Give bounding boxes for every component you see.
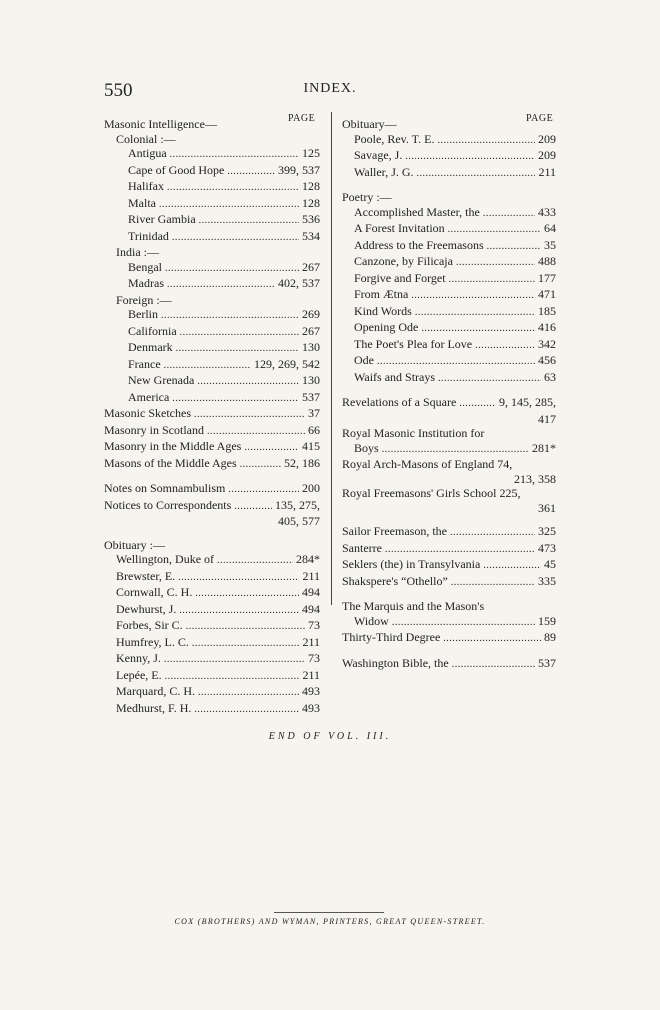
entry-title: France — [128, 356, 161, 371]
entry-spacer — [104, 529, 320, 538]
index-entry — [342, 395, 556, 412]
index-entry-continuation: 417 — [538, 411, 556, 426]
entry-title: Kind Words — [354, 303, 412, 318]
entry-title: River Gambia — [128, 212, 196, 226]
entry-title: Berlin — [128, 307, 158, 321]
index-column-left — [104, 117, 320, 717]
index-heading: Masonic Intelligence— — [104, 117, 217, 131]
index-entry — [104, 196, 320, 213]
index-entry — [104, 163, 320, 180]
column-divider — [331, 112, 332, 605]
index-entry — [104, 701, 320, 718]
entry-title: Lepée, E. — [116, 667, 162, 682]
index-entry-continuation: 361 — [538, 500, 556, 515]
leader-dots — [176, 340, 299, 357]
index-heading: India :— — [116, 245, 159, 259]
leader-dots — [487, 238, 541, 255]
leader-dots — [452, 656, 535, 673]
entry-page-ref: 185 — [538, 303, 556, 318]
leader-dots — [415, 304, 535, 321]
entry-page-ref: 66 — [308, 422, 320, 437]
entry-page-ref: 267 — [302, 323, 320, 338]
index-entry — [104, 684, 320, 701]
entry-title: Canzone, by Filicaja — [354, 254, 453, 268]
footer-rule — [274, 912, 384, 913]
entry-page-ref: 209 — [538, 131, 556, 146]
index-heading: Obituary :— — [104, 537, 165, 552]
entry-title: Cape of Good Hope — [128, 162, 225, 177]
index-entry — [104, 456, 320, 473]
leader-dots — [194, 701, 299, 718]
entry-title: Denmark — [128, 340, 173, 354]
index-entry — [342, 337, 556, 354]
leader-dots — [194, 406, 305, 423]
leader-dots — [483, 557, 541, 574]
leader-dots — [227, 163, 275, 180]
leader-dots — [207, 423, 305, 440]
index-entry — [104, 635, 320, 652]
entry-title: Dewhurst, J. — [116, 601, 177, 616]
entry-title: America — [128, 389, 170, 404]
leader-dots — [244, 439, 299, 456]
index-heading: Obituary— — [342, 117, 397, 131]
leader-dots — [170, 146, 299, 163]
entry-title: Waller, J. G. — [354, 164, 414, 179]
leader-dots — [172, 390, 299, 407]
entry-title: Masonry in Scotland — [104, 422, 204, 437]
entry-title: Masons of the Middle Ages — [104, 455, 237, 470]
leader-dots — [165, 260, 299, 277]
index-entry — [104, 481, 320, 498]
index-entry — [342, 132, 556, 149]
index-entry — [342, 541, 556, 558]
entry-page-ref: 325 — [538, 524, 556, 538]
entry-page-ref: 269 — [302, 307, 320, 321]
entry-title: Wellington, Duke of — [116, 552, 215, 566]
index-entry — [104, 498, 320, 515]
leader-dots — [377, 353, 535, 370]
entry-title: Santerre — [342, 540, 382, 555]
index-entry — [104, 618, 320, 635]
leader-dots — [197, 373, 299, 390]
entry-page-ref: 211 — [302, 634, 320, 649]
entry-title: Masonic Sketches — [104, 406, 191, 420]
entry-page-ref: 534 — [302, 228, 320, 243]
entry-spacer — [342, 515, 556, 524]
entry-title: Halifax — [128, 179, 164, 193]
entry-page-ref: 63 — [544, 369, 556, 384]
entry-page-ref: 200 — [302, 481, 320, 495]
running-head: INDEX. — [303, 81, 357, 96]
entry-title: Malta — [128, 195, 156, 210]
index-entry — [104, 439, 320, 456]
index-entry — [342, 656, 556, 673]
index-heading: Foreign :— — [116, 292, 172, 307]
index-entry — [342, 630, 556, 647]
index-entry — [104, 668, 320, 685]
entry-page-ref: 125 — [302, 146, 320, 160]
leader-dots — [392, 614, 535, 631]
entry-page-ref: 537 — [302, 389, 320, 404]
index-entry — [342, 165, 556, 182]
leader-dots — [417, 165, 536, 182]
entry-page-ref: 281* — [532, 440, 556, 455]
index-entry — [104, 340, 320, 357]
entry-title: Humfrey, L. C. — [116, 634, 189, 649]
index-entry — [342, 353, 556, 370]
entry-page-ref: 128 — [302, 179, 320, 193]
index-entry — [342, 370, 556, 387]
leader-dots — [450, 524, 535, 541]
leader-dots — [443, 630, 541, 647]
entry-spacer — [342, 386, 556, 395]
end-of-volume: END OF VOL. III. — [268, 731, 392, 742]
index-heading: Poetry :— — [342, 190, 392, 204]
entry-title: Revelations of a Square — [342, 395, 457, 409]
leader-dots — [165, 668, 300, 685]
index-entry — [342, 205, 556, 222]
leader-dots — [172, 229, 299, 246]
index-entry-continuation: 405, 577 — [278, 514, 320, 528]
entry-page-ref: 335 — [538, 573, 556, 588]
printer-imprint: COX (BROTHERS) AND WYMAN, PRINTERS, GREAT QUEEN-STREET. — [174, 917, 486, 926]
index-entry — [104, 307, 320, 324]
entry-title: A Forest Invitation — [354, 221, 445, 235]
index-entry — [104, 552, 320, 569]
entry-page-ref: 35 — [544, 237, 556, 252]
entry-title: Shakspere's “Othello” — [342, 573, 448, 588]
index-entry — [342, 287, 556, 304]
leader-dots — [161, 307, 299, 324]
entry-page-ref: 45 — [544, 557, 556, 571]
leader-dots — [421, 320, 535, 337]
entry-page-ref: 402, 537 — [278, 276, 320, 290]
index-entry — [104, 602, 320, 619]
index-entry — [104, 146, 320, 163]
entry-title: Boys — [354, 440, 379, 455]
entry-page-ref: 416 — [538, 320, 556, 334]
entry-spacer — [104, 472, 320, 481]
index-entry — [342, 271, 556, 288]
entry-title: Cornwall, C. H. — [116, 585, 193, 599]
index-entry — [342, 557, 556, 574]
entry-title: Poole, Rev. T. E. — [354, 131, 435, 146]
index-entry — [104, 276, 320, 293]
index-entry — [342, 221, 556, 238]
leader-dots — [459, 395, 496, 412]
index-entry — [104, 651, 320, 668]
entry-title: Seklers (the) in Transylvania — [342, 557, 481, 571]
entry-title: Masonry in the Middle Ages — [104, 439, 242, 453]
index-entry — [104, 357, 320, 374]
index-entry — [104, 260, 320, 277]
entry-page-ref: 488 — [538, 254, 556, 268]
entry-title: Thirty-Third Degree — [342, 630, 441, 644]
entry-title: Trinidad — [128, 228, 169, 243]
entry-page-ref: 159 — [538, 613, 556, 628]
entry-page-ref: 493 — [302, 684, 320, 698]
page-number: 550 — [104, 80, 133, 101]
leader-dots — [437, 132, 535, 149]
entry-page-ref: 284* — [296, 552, 320, 566]
entry-spacer — [342, 647, 556, 656]
index-entry — [342, 148, 556, 165]
leader-dots — [159, 196, 299, 213]
index-entry-continuation: 213, 358 — [514, 471, 556, 486]
entry-page-ref: 267 — [302, 259, 320, 274]
leader-dots — [228, 481, 299, 498]
entry-page-ref: 211 — [302, 667, 320, 682]
entry-title: Waifs and Strays — [354, 369, 436, 384]
index-entry — [104, 212, 320, 229]
entry-page-ref: 177 — [538, 270, 556, 285]
leader-dots — [178, 569, 299, 586]
entry-page-ref: 433 — [538, 204, 556, 219]
entry-page-ref: 471 — [538, 287, 556, 301]
entry-page-ref: 399, 537 — [278, 162, 320, 177]
entry-page-ref: 537 — [538, 655, 556, 670]
entry-title: Madras — [128, 276, 164, 290]
entry-page-ref: 73 — [308, 651, 320, 665]
entry-title: Marquard, C. H. — [116, 684, 195, 698]
leader-dots — [198, 684, 299, 701]
index-entry — [104, 406, 320, 423]
entry-page-ref: 129, 269, 542 — [254, 356, 320, 371]
entry-title: Ode — [354, 353, 374, 367]
entry-page-ref: 130 — [302, 373, 320, 387]
entry-title: Forgive and Forget — [354, 270, 446, 285]
leader-dots — [449, 271, 535, 288]
entry-title: Medhurst, F. H. — [116, 700, 192, 715]
index-heading: Royal Masonic Institution for — [342, 426, 485, 440]
index-entry — [104, 569, 320, 586]
entry-title: Address to the Freemasons — [354, 237, 484, 252]
entry-title: From Ætna — [354, 287, 409, 301]
entry-page-ref: 9, 145, 285, — [499, 395, 556, 409]
index-entry — [104, 229, 320, 246]
index-heading: Royal Freemasons' Girls School 225, — [342, 486, 521, 500]
entry-title: Forbes, Sir C. — [116, 618, 183, 632]
entry-page-ref: 73 — [308, 618, 320, 632]
index-entry — [342, 441, 556, 458]
leader-dots — [186, 618, 305, 635]
leader-dots — [240, 456, 281, 473]
entry-page-ref: 415 — [302, 439, 320, 453]
leader-dots — [217, 552, 293, 569]
leader-dots — [382, 441, 529, 458]
entry-page-ref: 456 — [538, 353, 556, 367]
entry-title: Bengal — [128, 259, 162, 274]
index-heading: Colonial :— — [116, 131, 176, 146]
entry-page-ref: 37 — [308, 406, 320, 420]
entry-page-ref: 52, 186 — [284, 455, 320, 470]
entry-page-ref: 494 — [302, 585, 320, 599]
leader-dots — [199, 212, 299, 229]
leader-dots — [192, 635, 300, 652]
right-page-label: PAGE — [526, 113, 554, 124]
index-entry — [342, 238, 556, 255]
entry-title: Opening Ode — [354, 320, 419, 334]
entry-spacer — [342, 590, 556, 599]
leader-dots — [385, 541, 535, 558]
index-entry — [104, 179, 320, 196]
entry-page-ref: 342 — [538, 336, 556, 351]
entry-page-ref: 473 — [538, 540, 556, 555]
entry-title: New Grenada — [128, 373, 195, 387]
leader-dots — [451, 574, 535, 591]
left-page-label: PAGE — [288, 113, 316, 124]
entry-page-ref: 128 — [302, 195, 320, 210]
index-heading: Royal Arch-Masons of England 74, — [342, 457, 513, 471]
leader-dots — [167, 179, 299, 196]
index-entry — [342, 614, 556, 631]
leader-dots — [438, 370, 541, 387]
entry-page-ref: 493 — [302, 700, 320, 715]
entry-title: Notes on Somnambulism — [104, 481, 226, 495]
leader-dots — [405, 148, 535, 165]
index-entry — [104, 390, 320, 407]
entry-title: Kenny, J. — [116, 651, 161, 665]
entry-title: Sailor Freemason, the — [342, 524, 447, 538]
entry-title: Widow — [354, 613, 389, 628]
entry-title: Accomplished Master, the — [354, 204, 480, 219]
entry-title: Savage, J. — [354, 148, 403, 162]
entry-page-ref: 494 — [302, 601, 320, 616]
leader-dots — [167, 276, 275, 293]
entry-page-ref: 135, 275, — [275, 497, 320, 512]
leader-dots — [164, 651, 305, 668]
index-entry — [104, 585, 320, 602]
entry-title: Washington Bible, the — [342, 655, 449, 670]
index-entry — [342, 524, 556, 541]
index-entry — [342, 574, 556, 591]
leader-dots — [448, 221, 541, 238]
index-entry — [104, 373, 320, 390]
leader-dots — [475, 337, 535, 354]
entry-page-ref: 89 — [544, 630, 556, 644]
index-entry — [342, 304, 556, 321]
entry-page-ref: 211 — [538, 164, 556, 179]
leader-dots — [234, 498, 272, 515]
leader-dots — [195, 585, 299, 602]
entry-title: California — [128, 323, 177, 338]
index-entry — [342, 254, 556, 271]
entry-title: Antigua — [128, 146, 167, 160]
index-entry — [104, 324, 320, 341]
index-column-right — [342, 117, 556, 672]
leader-dots — [164, 357, 251, 374]
entry-spacer — [342, 181, 556, 190]
entry-title: Notices to Correspondents — [104, 497, 232, 512]
entry-page-ref: 130 — [302, 340, 320, 354]
index-entry — [342, 320, 556, 337]
leader-dots — [179, 602, 299, 619]
leader-dots — [411, 287, 535, 304]
entry-page-ref: 209 — [538, 148, 556, 162]
entry-page-ref: 211 — [302, 568, 320, 583]
leader-dots — [456, 254, 535, 271]
entry-page-ref: 64 — [544, 221, 556, 235]
index-entry — [104, 423, 320, 440]
leader-dots — [180, 324, 299, 341]
leader-dots — [483, 205, 535, 222]
index-heading: The Marquis and the Mason's — [342, 599, 485, 613]
entry-title: The Poet's Plea for Love — [354, 336, 473, 351]
entry-title: Brewster, E. — [116, 568, 176, 583]
entry-page-ref: 536 — [302, 212, 320, 226]
